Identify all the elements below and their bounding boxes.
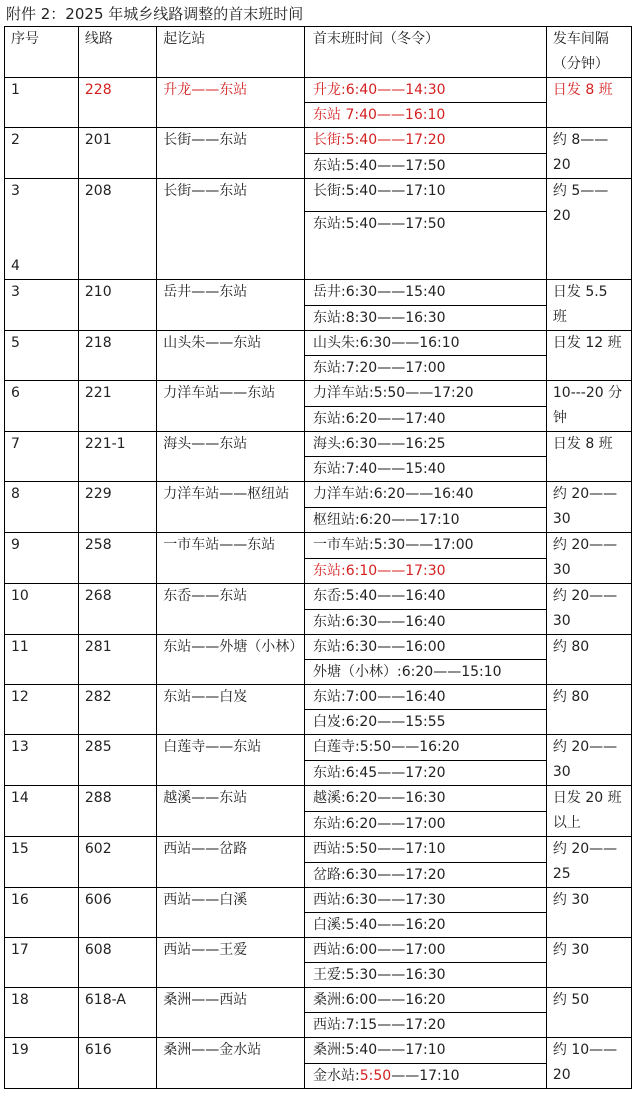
route-cell: 桑洲——金水站 — [157, 1038, 305, 1089]
route-cell: 西站——岔路 — [157, 837, 305, 888]
last-time-cell: 白岌:6:20——15:55 — [305, 710, 547, 735]
interval-cell: 约 20——25 — [546, 837, 631, 888]
seq-cell: 18 — [5, 988, 79, 1038]
time-text-part: 金水站: — [313, 1067, 360, 1084]
table-row — [5, 331, 632, 356]
first-time-cell: 东站:6:30——16:00 — [305, 635, 547, 660]
last-time-cell: 东站:6:10——17:30 — [305, 558, 547, 584]
seq-cell: 16 — [5, 888, 79, 938]
table-row — [5, 584, 632, 610]
last-time-cell: 东站:5:40——17:50 — [305, 153, 547, 179]
interval-cell: 约 50 — [546, 988, 631, 1038]
line-cell: 288 — [78, 786, 156, 837]
first-time-cell: 岳井:6:30——15:40 — [305, 280, 547, 306]
seq-cell: 19 — [5, 1038, 79, 1089]
interval-cell: 日发 12 班 — [546, 331, 631, 381]
interval-cell: 日发 5.5 班 — [546, 280, 631, 331]
interval-cell: 约 20——30 — [546, 584, 631, 635]
route-cell: 海头——东站 — [157, 432, 305, 482]
first-time-cell: 力洋车站:6:20——16:40 — [305, 482, 547, 508]
route-cell: 东岙——东站 — [157, 584, 305, 635]
last-time-cell: 东站 7:40——16:10 — [305, 103, 547, 128]
first-time-cell: 越溪:6:20——16:30 — [305, 786, 547, 812]
last-time-cell: 东站:8:30——16:30 — [305, 305, 547, 331]
interval-cell: 约 20——30 — [546, 482, 631, 533]
route-cell: 升龙——东站 — [157, 78, 305, 128]
seq-cell: 8 — [5, 482, 79, 533]
route-cell: 长街——东站 — [157, 179, 305, 280]
table-row — [5, 381, 632, 407]
line-cell: 210 — [78, 280, 156, 331]
seq-cell: 1 — [5, 78, 79, 128]
header-line: 线路 — [78, 27, 156, 78]
route-cell: 西站——白溪 — [157, 888, 305, 938]
document-title: 附件 2：2025 年城乡线路调整的首末班时间 — [6, 5, 304, 23]
last-time-cell: 岔路:6:30——17:20 — [305, 862, 547, 888]
last-time-cell — [305, 1063, 547, 1089]
first-time-cell: 西站:5:50——17:10 — [305, 837, 547, 863]
interval-cell: 约 20——30 — [546, 533, 631, 584]
interval-cell: 约 30 — [546, 888, 631, 938]
last-time-cell: 东站:7:40——15:40 — [305, 457, 547, 482]
last-time-cell: 东站:6:30——16:40 — [305, 609, 547, 635]
first-time-cell: 山头朱:6:30——16:10 — [305, 331, 547, 356]
route-cell: 东站——白岌 — [157, 685, 305, 735]
table-row — [5, 1038, 632, 1064]
seq-cell: 12 — [5, 685, 79, 735]
table-row — [5, 482, 632, 508]
table-row — [5, 888, 632, 913]
table-row — [5, 837, 632, 863]
first-time-cell: 东站:7:00——16:40 — [305, 685, 547, 710]
first-time-cell: 白莲寺:5:50——16:20 — [305, 735, 547, 761]
seq-cell: 7 — [5, 432, 79, 482]
first-time-cell: 东岙:5:40——16:40 — [305, 584, 547, 610]
first-time-cell: 长街:5:40——17:20 — [305, 128, 547, 154]
schedule-body — [5, 78, 632, 1089]
line-cell: 218 — [78, 331, 156, 381]
last-time-cell: 东站:6:20——17:40 — [305, 406, 547, 432]
line-cell: 616 — [78, 1038, 156, 1089]
table-row — [5, 685, 632, 710]
line-cell: 618-A — [78, 988, 156, 1038]
line-cell: 201 — [78, 128, 156, 179]
first-time-cell: 力洋车站:5:50——17:20 — [305, 381, 547, 407]
route-cell: 岳井——东站 — [157, 280, 305, 331]
seq-cell: 3 4 — [5, 179, 79, 280]
seq-cell: 11 — [5, 635, 79, 685]
last-time-cell: 东站:7:20——17:00 — [305, 356, 547, 381]
first-time-cell: 桑洲:6:00——16:20 — [305, 988, 547, 1013]
last-time-cell: 枢纽站:6:20——17:10 — [305, 507, 547, 533]
first-time-cell: 西站:6:00——17:00 — [305, 938, 547, 963]
last-time-cell: 白溪:5:40——16:20 — [305, 913, 547, 938]
seq-cell: 3 — [5, 280, 79, 331]
time-text-part: ——17:10 — [391, 1067, 460, 1084]
route-cell: 一市车站——东站 — [157, 533, 305, 584]
line-cell: 281 — [78, 635, 156, 685]
interval-cell: 约 20——30 — [546, 735, 631, 786]
header-interval: 发车间隔（分钟） — [546, 27, 631, 78]
interval-cell: 日发 20 班以上 — [546, 786, 631, 837]
first-time-cell: 长街:5:40——17:10 — [305, 179, 547, 212]
seq-cell: 10 — [5, 584, 79, 635]
last-time-cell: 东站:6:20——17:00 — [305, 811, 547, 837]
seq-cell: 2 — [5, 128, 79, 179]
route-cell: 西站——王爱 — [157, 938, 305, 988]
route-cell: 东站——外塘（小林） — [157, 635, 305, 685]
table-row — [5, 128, 632, 154]
header-route: 起讫站 — [157, 27, 305, 78]
line-cell: 208 — [78, 179, 156, 280]
seq-cell: 5 — [5, 331, 79, 381]
line-cell: 221-1 — [78, 432, 156, 482]
line-cell: 228 — [78, 78, 156, 128]
line-cell: 602 — [78, 837, 156, 888]
first-time-cell: 桑洲:5:40——17:10 — [305, 1038, 547, 1064]
first-time-cell: 海头:6:30——16:25 — [305, 432, 547, 457]
table-row — [5, 635, 632, 660]
table-row — [5, 786, 632, 812]
route-cell: 长街——东站 — [157, 128, 305, 179]
interval-cell: 日发 8 班 — [546, 432, 631, 482]
route-cell: 桑洲——西站 — [157, 988, 305, 1038]
table-row — [5, 988, 632, 1013]
seq-cell: 17 — [5, 938, 79, 988]
header-row — [5, 27, 632, 78]
first-time-cell: 西站:6:30——17:30 — [305, 888, 547, 913]
interval-cell: 10---20 分钟 — [546, 381, 631, 432]
table-row — [5, 432, 632, 457]
line-cell: 606 — [78, 888, 156, 938]
last-time-cell: 王爱:5:30——16:30 — [305, 963, 547, 988]
header-times: 首末班时间（冬令） — [305, 27, 547, 78]
seq-cell: 14 — [5, 786, 79, 837]
table-row — [5, 938, 632, 963]
interval-cell: 约 80 — [546, 635, 631, 685]
route-cell: 山头朱——东站 — [157, 331, 305, 381]
last-time-cell: 东站:6:45——17:20 — [305, 760, 547, 786]
seq-cell: 15 — [5, 837, 79, 888]
seq-cell: 13 — [5, 735, 79, 786]
interval-cell: 约 8——20 — [546, 128, 631, 179]
interval-cell: 约 30 — [546, 938, 631, 988]
line-cell: 229 — [78, 482, 156, 533]
table-row — [5, 280, 632, 306]
seq-cell: 9 — [5, 533, 79, 584]
table-row — [5, 78, 632, 103]
line-cell: 285 — [78, 735, 156, 786]
table-row — [5, 735, 632, 761]
interval-cell: 约 10——20 — [546, 1038, 631, 1089]
interval-cell: 约 80 — [546, 685, 631, 735]
line-cell: 268 — [78, 584, 156, 635]
table-row — [5, 533, 632, 559]
route-cell: 力洋车站——东站 — [157, 381, 305, 432]
line-cell: 282 — [78, 685, 156, 735]
seq-cell: 6 — [5, 381, 79, 432]
last-time-cell: 西站:7:15——17:20 — [305, 1013, 547, 1038]
first-time-cell: 升龙:6:40——14:30 — [305, 78, 547, 103]
first-time-cell: 一市车站:5:30——17:00 — [305, 533, 547, 559]
line-cell: 221 — [78, 381, 156, 432]
last-time-cell: 外塘（小林）:6:20——15:10 — [305, 660, 547, 685]
table-row — [5, 179, 632, 212]
last-time-cell: 东站:5:40——17:50 — [305, 211, 547, 279]
interval-cell: 日发 8 班 — [546, 78, 631, 128]
time-text-part: 5:50 — [359, 1067, 392, 1084]
schedule-table — [4, 26, 632, 1089]
header-seq: 序号 — [5, 27, 79, 78]
line-cell: 608 — [78, 938, 156, 988]
interval-cell: 约 5——20 — [546, 179, 631, 280]
route-cell: 力洋车站——枢纽站 — [157, 482, 305, 533]
line-cell: 258 — [78, 533, 156, 584]
route-cell: 越溪——东站 — [157, 786, 305, 837]
route-cell: 白莲寺——东站 — [157, 735, 305, 786]
